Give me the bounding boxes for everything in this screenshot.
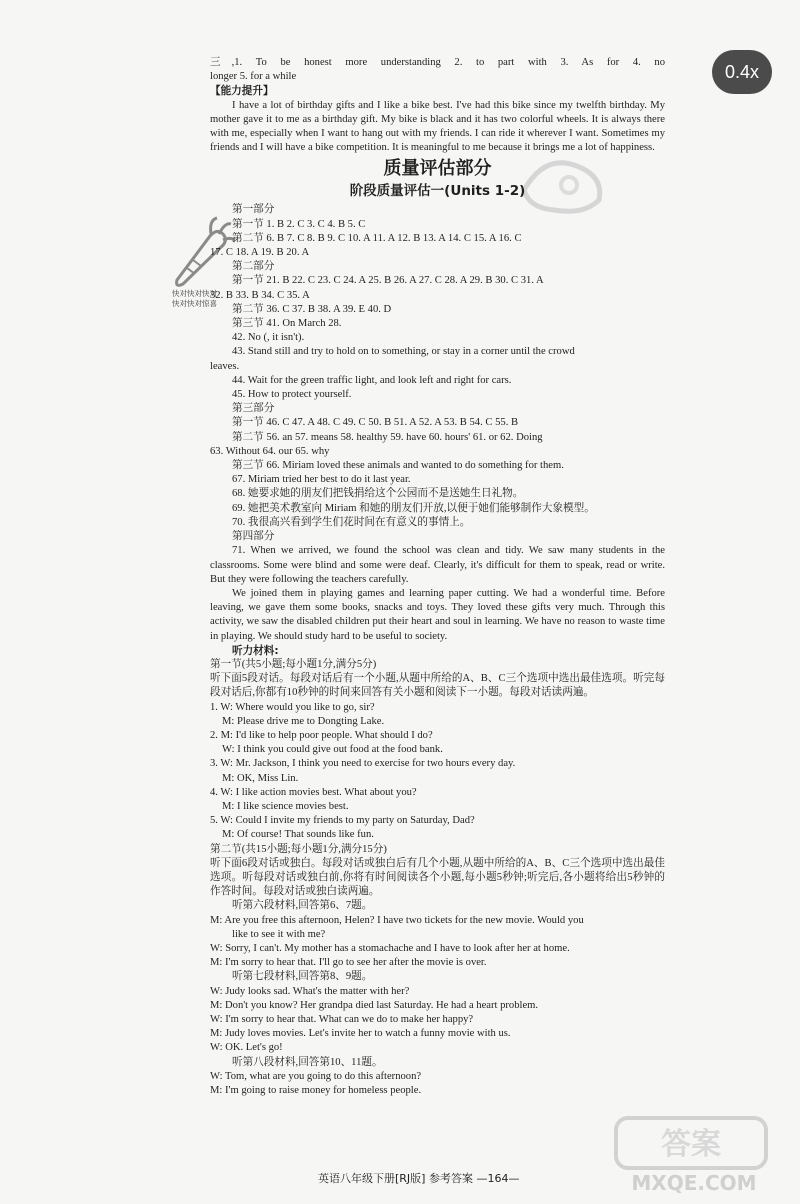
dialogue-line: 3. W: Mr. Jackson, I think you need to exercise for two hours every day. [210, 758, 516, 770]
dialogue-line: 听第八段材料,回答第10、11题。 [232, 1056, 383, 1068]
answer-line: 63. Without 64. our 65. why [210, 445, 330, 457]
dialogue-line: M: I'm going to raise money for homeless people. [210, 1085, 422, 1097]
answer-line: 第一节 46. C 47. A 48. C 49. C 50. B 51. A 52. A 53. B 54. C 55. B [232, 417, 519, 429]
ability-heading: 【能力提升】 [210, 85, 274, 98]
answer-line: 45. How to protect yourself. [232, 389, 352, 401]
svg-text:答案: 答案 [661, 1127, 721, 1162]
answer-line: 第三节 66. Miriam loved these animals and wanted to do something for them. [232, 460, 564, 472]
answer-line: 70. 我很高兴看到学生们花时间在有意义的事情上。 [232, 516, 471, 528]
dialogue-line: M: Judy loves movies. Let's invite her to watch a funny movie with us. [210, 1028, 511, 1040]
dialogue-line: M: I like science movies best. [222, 800, 349, 812]
dialogue-line: M: Don't you know? Her grandpa died last Saturday. He had a heart problem. [210, 999, 539, 1011]
answer-line: 44. Wait for the green traffic light, and look left and right for cars. [232, 374, 512, 386]
listening-instructions: 听下面5段对话。每段对话后有一个小题,从题中所给的A、B、C三个选项中选出最佳选项。听完每段对话后,你都有10秒钟的时间来回答有关小题和阅读下一小题。每段对话读两遍。 [210, 673, 665, 699]
answer-line: 第二节 36. C 37. B 38. A 39. E 40. D [232, 303, 392, 315]
answer-line: 43. Stand still and try to hold on to something, or stay in a corner until the crowd [232, 346, 575, 358]
essay-paragraph: 71. When we arrived, we found the school was clean and tidy. We saw many students in the classrooms. Some were blind and some were deaf. Clearly, it's difficult for them to speak, read or write. But they were following the teachers carefully. [210, 545, 665, 585]
answer-line: leaves. [210, 360, 240, 372]
dialogue-line: like to see it with me? [232, 928, 326, 940]
part2-heading: 第二部分 [232, 261, 275, 273]
dialogue-line: 1. W: Where would you like to go, sir? [210, 701, 375, 713]
answer-line: 第三节 41. On March 28. [232, 318, 342, 330]
dialogue-line: W: Judy looks sad. What's the matter with her? [210, 985, 410, 997]
page-footer: 英语八年级下册[RJ版] 参考答案 —164— [318, 1172, 520, 1185]
watermark-mxqe-icon [608, 1112, 778, 1198]
part4-heading: 第四部分 [232, 531, 275, 543]
answer-line: 42. No (, it isn't). [232, 332, 305, 344]
dialogue-line: W: Tom, what are you going to do this afternoon? [210, 1070, 422, 1082]
answer-line: 67. Miriam tried her best to do it last year. [232, 474, 411, 486]
zoom-indicator[interactable]: 0.4x [712, 50, 772, 94]
listening-section-heading: 第一节(共5小题;每小题1分,满分5分) [210, 658, 377, 670]
answer-line: 第一节 1. B 2. C 3. C 4. B 5. C [232, 218, 366, 230]
dialogue-line: 4. W: I like action movies best. What about you? [210, 786, 417, 798]
answer-content [210, 56, 665, 1098]
dialogue-line: 5. W: Could I invite my friends to my party on Saturday, Dad? [210, 815, 475, 827]
answer-line: 32. B 33. B 34. C 35. A [210, 289, 310, 301]
answer-line: 17. C 18. A 19. B 20. A [210, 247, 310, 259]
dialogue-line: 听第七段材料,回答第8、9题。 [232, 971, 373, 983]
answer-line: 68. 她要求她的朋友们把钱捐给这个公园而不是送她生日礼物。 [232, 488, 524, 500]
dialogue-line: M: I'm sorry to hear that. I'll go to see her after the movie is over. [210, 957, 487, 969]
dialogue-line: W: I think you could give out food at the food bank. [222, 744, 443, 756]
dialogue-line: W: Sorry, I can't. My mother has a stomachache and I have to look after her at home. [210, 942, 570, 954]
dialogue-line: W: OK. Let's go! [210, 1042, 283, 1054]
answer-line: 第一节 21. B 22. C 23. C 24. A 25. B 26. A 27. C 28. A 29. B 30. C 31. A [232, 275, 544, 287]
dialogue-line: 听第六段材料,回答第6、7题。 [232, 900, 373, 912]
part3-heading: 第三部分 [232, 403, 275, 415]
listening-instructions: 听下面6段对话或独白。每段对话或独白后有几个小题,从题中所给的A、B、C三个选项中选出最佳选项。听每段对话或独白前,你将有时间阅读各个小题,每小题5秒钟;听完后,各小题将给出5秒钟的作答时间。每段对话或独白读两遍。 [210, 857, 665, 898]
dialogue-line: M: Please drive me to Dongting Lake. [222, 715, 385, 727]
listening-heading: 听力材料: [232, 644, 279, 657]
ability-paragraph: I have a lot of birthday gifts and I like a bike best. I've had this bike since my twelfth birthday. My mother gave it to me as a birthday gift. My bike is black and it has two colorful wheels. It is always there with me, especially when I want to hang out with my friends. I can ride it wherever I want. Sometimes my friends and I will have a bike competition. It is meaningful to me because it brings me a lot of happiness. [210, 99, 665, 154]
mascot-caption: 快对快对快对 快对快对惊喜 [172, 289, 217, 308]
answer-line: longer 5. for a while [210, 71, 297, 83]
dialogue-line: M: OK, Miss Lin. [222, 772, 299, 784]
dialogue-line: M: Are you free this afternoon, Helen? I have two tickets for the new movie. Would you [210, 914, 584, 926]
answer-line: 第二节 6. B 7. C 8. B 9. C 10. A 11. A 12. B 13. A 14. C 15. A 16. C [232, 232, 522, 244]
dialogue-line: W: I'm sorry to hear that. What can we do to make her happy? [210, 1014, 474, 1025]
dialogue-line: M: Of course! That sounds like fun. [222, 829, 374, 841]
answer-line: 69. 她把美术教室向 Miriam 和她的朋友们开放,以便于她们能够制作大象模型。 [232, 502, 595, 514]
watermark-text: MXQE.COM [631, 1171, 757, 1195]
sub-title: 阶段质量评估一(Units 1-2) [349, 183, 526, 200]
answer-line: 第二节 56. an 57. means 58. healthy 59. have 60. hours' 61. or 62. Doing [232, 431, 543, 443]
listening-section-heading: 第二节(共15小题;每小题1分,满分15分) [210, 843, 387, 855]
part1-heading: 第一部分 [232, 204, 275, 216]
dialogue-line: 2. M: I'd like to help poor people. What should I do? [210, 729, 433, 741]
essay-paragraph: We joined them in playing games and learning paper cutting. We had a wonderful time. Before leaving, we gave them some books, snacks and toys. They loved these gifts very much. Through this activity, we saw the disabled children put their heart and soul in learning. We have no reason to waste time in playing. We should study hard to be useful to society. [210, 587, 665, 642]
answer-line: 三,1. To be honest more understanding 2. to part with 3. As for 4. no [210, 57, 665, 68]
section-title: 质量评估部分 [383, 158, 492, 180]
